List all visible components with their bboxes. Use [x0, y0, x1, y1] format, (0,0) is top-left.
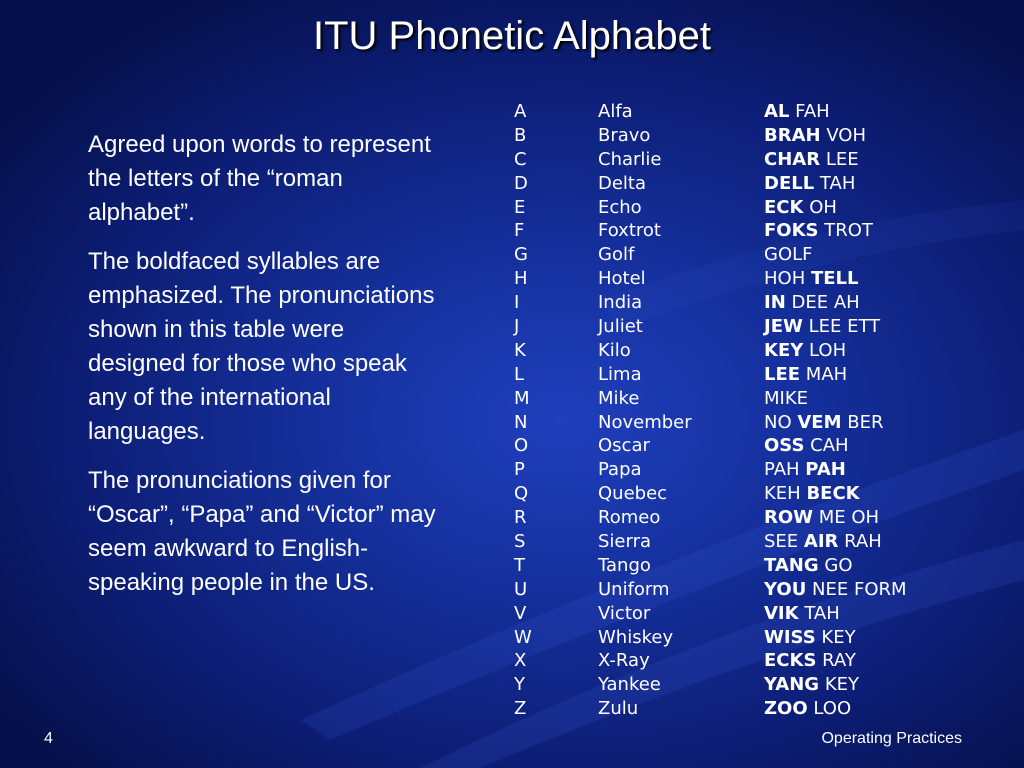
letter-cell: R: [514, 507, 527, 529]
letter-cell: S: [514, 531, 526, 553]
letter-cell: T: [514, 554, 525, 576]
stressed-syllable: BRAH: [764, 124, 821, 146]
syllable: ME OH: [818, 507, 880, 529]
code-word-cell: Charlie: [598, 148, 662, 170]
pronunciation-cell: [764, 482, 860, 506]
pronunciation-cell: [764, 411, 883, 435]
code-word-cell: Victor: [598, 602, 651, 624]
syllable: FAH: [795, 101, 830, 122]
code-word-cell: Sierra: [598, 531, 652, 553]
letter-cell: Y: [514, 674, 525, 696]
stressed-syllable: ZOO: [764, 698, 808, 720]
letter-cell: U: [514, 578, 528, 600]
pronunciation-cell: [764, 100, 830, 124]
pronunciation-cell: [764, 530, 882, 554]
stressed-syllable: AIR: [803, 531, 839, 553]
letter-cell: K: [514, 339, 526, 361]
stressed-syllable: OSS: [764, 435, 805, 457]
code-word-cell: Papa: [598, 459, 642, 481]
code-word-cell: Echo: [598, 196, 642, 218]
letter-cell: B: [514, 124, 527, 146]
pronunciation-cell: [764, 387, 808, 411]
syllable: SEE: [764, 531, 799, 553]
letter-cell: M: [514, 387, 530, 409]
stressed-syllable: WISS: [764, 626, 816, 648]
pronunciation-cell: [764, 219, 873, 243]
code-word-cell: Hotel: [598, 268, 646, 290]
code-word-cell: Kilo: [598, 339, 631, 361]
pronunciation-cell: [764, 434, 849, 458]
code-word-cell: Golf: [598, 244, 635, 266]
code-word-cell: India: [598, 292, 643, 314]
syllable: TAH: [804, 602, 840, 624]
code-word-cell: Whiskey: [598, 626, 674, 648]
letter-cell: Q: [514, 483, 529, 505]
syllable: CAH: [810, 435, 849, 457]
syllable: GO: [824, 554, 853, 576]
stressed-syllable: ECKS: [764, 650, 817, 672]
letter-cell: P: [514, 459, 525, 481]
pronunciation-cell: [764, 602, 840, 626]
code-word-cell: Lima: [598, 363, 642, 385]
intro-paragraph: The boldfaced syllables are emphasized. The pronunciations shown in this table were designed for those who speak any of the international languages.: [88, 248, 435, 445]
syllable: KEH: [764, 483, 801, 505]
stressed-syllable: FOKS: [764, 220, 819, 242]
code-word-cell: November: [598, 411, 692, 433]
stressed-syllable: ROW: [764, 507, 814, 529]
code-word-cell: X-Ray: [598, 650, 650, 672]
stressed-syllable: VEM: [797, 411, 842, 433]
syllable: DEE AH: [791, 292, 860, 314]
syllable: KEY: [821, 626, 856, 648]
pronunciation-cell: [764, 243, 813, 267]
letter-cell: O: [514, 435, 529, 457]
page-number: 4: [44, 730, 53, 747]
pronunciation-cell: [764, 148, 859, 172]
syllable: MAH: [805, 363, 848, 385]
letter-cell: H: [514, 268, 528, 290]
code-word-cell: Juliet: [598, 316, 643, 338]
syllable: RAH: [844, 531, 882, 553]
syllable: PAH: [764, 459, 800, 481]
footer-text: Operating Practices: [821, 730, 962, 747]
stressed-syllable: VIK: [764, 602, 799, 624]
intro-paragraph: The pronunciations given for “Oscar”, “Papa” and “Victor” may seem awkward to English-speaking people in the US.: [88, 467, 436, 596]
code-word-cell: Mike: [598, 387, 640, 409]
stressed-syllable: CHAR: [764, 148, 821, 170]
syllable: NEE FORM: [812, 578, 907, 600]
stressed-syllable: KEY: [764, 339, 804, 361]
pronunciation-cell: [764, 315, 880, 339]
letter-cell: E: [514, 196, 526, 218]
syllable: LEE ETT: [808, 316, 881, 338]
pronunciation-cell: [764, 363, 847, 387]
pronunciation-cell: [764, 697, 851, 721]
syllable: KEY: [824, 674, 859, 696]
pronunciation-cell: [764, 578, 907, 602]
syllable: LEE: [825, 148, 859, 170]
syllable: GOLF: [764, 244, 813, 266]
code-word-cell: Yankee: [598, 674, 661, 696]
intro-paragraph: Agreed upon words to represent the letters of the “roman alphabet”.: [88, 131, 431, 226]
letter-cell: F: [514, 220, 525, 242]
syllable: RAY: [822, 650, 856, 672]
pronunciation-cell: [764, 649, 856, 673]
pronunciation-cell: [764, 554, 853, 578]
stressed-syllable: LEE: [764, 363, 801, 385]
pronunciation-cell: [764, 124, 866, 148]
pronunciation-cell: [764, 626, 856, 650]
stressed-syllable: ECK: [764, 196, 804, 218]
stressed-syllable: JEW: [764, 316, 803, 338]
slide-title: ITU Phonetic Alphabet: [312, 14, 712, 58]
syllable: HOH: [764, 268, 806, 290]
syllable: LOO: [813, 698, 852, 720]
stressed-syllable: DELL: [764, 172, 815, 194]
stressed-syllable: BECK: [806, 483, 860, 505]
pronunciation-cell: [764, 291, 860, 315]
syllable: VOH: [826, 124, 867, 146]
letter-cell: I: [514, 292, 520, 314]
stressed-syllable: TELL: [810, 268, 859, 290]
code-word-cell: Zulu: [598, 698, 639, 720]
syllable: MIKE: [764, 387, 809, 409]
code-word-cell: Bravo: [598, 124, 651, 146]
code-word-cell: Quebec: [598, 483, 668, 505]
syllable: TROT: [824, 220, 873, 242]
letter-cell: G: [514, 244, 528, 266]
letter-cell: Z: [514, 698, 527, 720]
code-word-cell: Alfa: [598, 101, 633, 122]
letter-cell: C: [514, 148, 527, 170]
stressed-syllable: PAH: [805, 459, 846, 481]
letter-cell: X: [514, 650, 527, 672]
syllable: LOH: [809, 339, 847, 361]
letter-cell: W: [514, 626, 532, 648]
stressed-syllable: YANG: [764, 674, 820, 696]
letter-cell: A: [514, 101, 527, 122]
syllable: TAH: [819, 172, 856, 194]
syllable: BER: [847, 411, 884, 433]
code-word-cell: Delta: [598, 172, 647, 194]
letter-cell: N: [514, 411, 528, 433]
intro-text: [88, 128, 448, 615]
letter-cell: L: [514, 363, 525, 385]
stressed-syllable: TANG: [764, 554, 819, 576]
pronunciation-cell: [764, 339, 846, 363]
pronunciation-cell: [764, 267, 859, 291]
stressed-syllable: IN: [764, 292, 786, 314]
pronunciation-cell: [764, 172, 855, 196]
letter-cell: D: [514, 172, 528, 194]
code-word-cell: Oscar: [598, 435, 650, 457]
pronunciation-cell: [764, 506, 879, 530]
syllable: OH: [809, 196, 837, 218]
pronunciation-cell: [764, 196, 837, 220]
code-word-cell: Foxtrot: [598, 220, 661, 242]
pronunciation-cell: [764, 458, 846, 482]
letter-cell: J: [514, 316, 520, 338]
code-word-cell: Romeo: [598, 507, 661, 529]
stressed-syllable: YOU: [764, 578, 807, 600]
pronunciation-cell: [764, 673, 859, 697]
stressed-syllable: AL: [764, 101, 790, 122]
letter-cell: V: [514, 602, 527, 624]
code-word-cell: Uniform: [598, 578, 670, 600]
syllable: NO: [764, 411, 792, 433]
code-word-cell: Tango: [598, 554, 651, 576]
